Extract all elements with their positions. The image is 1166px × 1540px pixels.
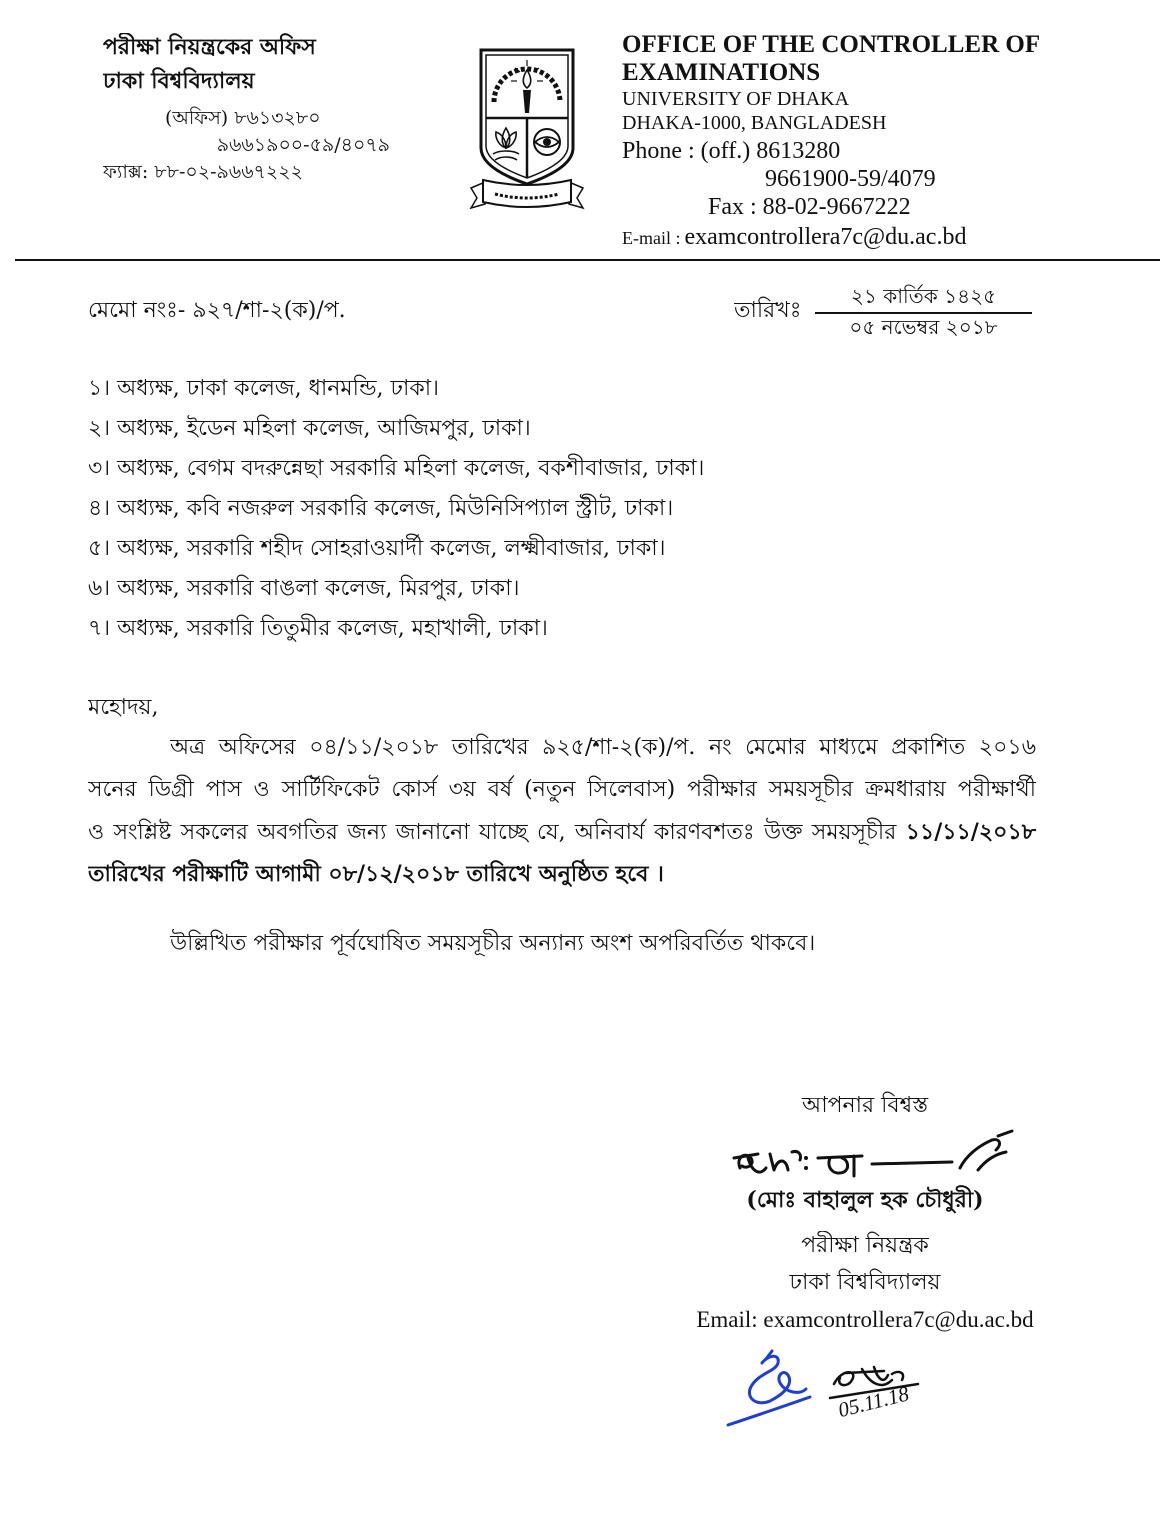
signatory-designation: পরীক্ষা নিয়ন্ত্রক <box>801 1233 929 1258</box>
paragraph-1-line-1: অত্র অফিসের ০৪/১১/২০১৮ তারিখের ৯২৫/শা-২(ক)/প. নং মেমোর মাধ্যমে প্রকাশিত ২০১৬ <box>170 735 1036 760</box>
recipient-item: ১। অধ্যক্ষ, ঢাকা কলেজ, ধানমন্ডি, ঢাকা। <box>88 376 439 401</box>
signatory-name: (মোঃ বাহালুল হক চৌধুরী) <box>746 1187 984 1213</box>
salutation: মহোদয়, <box>88 695 159 720</box>
recipient-item: ৭। অধ্যক্ষ, সরকারি তিতুমীর কলেজ, মহাখালী, ঢাকা। <box>88 616 548 641</box>
recipient-item: ২। অধ্যক্ষ, ইডেন মহিলা কলেজ, আজিমপুর, ঢাকা। <box>88 416 531 441</box>
letterhead-english-phone-pabx: 9661900-59/4079 <box>765 166 936 192</box>
recipient-item: ৩। অধ্যক্ষ, বেগম বদরুন্নেছা সরকারি মহিলা কলেজ, বকশীবাজার, ঢাকা। <box>88 456 705 481</box>
signature-closing: আপনার বিশ্বস্ত <box>801 1093 929 1118</box>
letterhead-email-label: E-mail : <box>622 228 681 248</box>
body-paragraph-2: উল্লিখিত পরীক্ষার পূর্বঘোষিত সময়সূচীর অন্যান্য অংশ অপরিবর্তিত থাকবে। <box>170 931 816 956</box>
paragraph-1-line-3 <box>88 811 1036 853</box>
letterhead-bangla-office-name: পরীক্ষা নিয়ন্ত্রকের অফিস <box>103 34 316 60</box>
letterhead-divider <box>15 259 1160 261</box>
signatory-institution: ঢাকা বিশ্ববিদ্যালয় <box>789 1270 941 1295</box>
letterhead-email-value: examcontrollera7c@du.ac.bd <box>684 224 967 250</box>
memo-number: মেমো নংঃ- ৯২৭/শা-২(ক)/প. <box>88 298 346 323</box>
blue-initial-icon <box>722 1345 817 1435</box>
letterhead-english-office-line-1: OFFICE OF THE CONTROLLER OF <box>622 31 1041 58</box>
letterhead-english-fax: Fax : 88-02-9667222 <box>708 194 911 220</box>
university-seal-icon <box>465 42 590 214</box>
letterhead-english-office-line-2: EXAMINATIONS <box>622 59 821 86</box>
memo-date-label: তারিখঃ <box>734 298 802 323</box>
recipient-item: ৫। অধ্যক্ষ, সরকারি শহীদ সোহরাওয়ার্দী কলেজ, লক্ষ্মীবাজার, ঢাকা। <box>88 536 666 561</box>
handwritten-signature-icon <box>730 1128 1015 1188</box>
letterhead-bangla-university: ঢাকা বিশ্ববিদ্যালয় <box>103 68 255 94</box>
recipient-item: ৬। অধ্যক্ষ, সরকারি বাঙলা কলেজ, মিরপুর, ঢাকা। <box>88 576 520 601</box>
handwritten-date: 05.11.18 <box>835 1381 912 1423</box>
paragraph-1-line-2: সনের ডিগ্রী পাস ও সার্টিফিকেট কোর্স ৩য় বর্ষ (নতুন সিলেবাস) পরীক্ষার সময়সূচীর ক্রমধারায় পরীক্ষার্থী <box>88 777 1036 802</box>
letterhead-english-address: DHAKA-1000, BANGLADESH <box>622 112 887 134</box>
paragraph-1-line-3-bold-date: ১১/১১/২০১৮ <box>905 819 1036 845</box>
letterhead-bangla-phone-pabx: ৯৬৬১৯০০-৫৯/৪০৭৯ <box>216 134 390 156</box>
paragraph-1-line-4: তারিখের পরীক্ষাটি আগামী ০৮/১২/২০১৮ তারিখে অনুষ্ঠিত হবে । <box>88 861 664 887</box>
signatory-email: Email: examcontrollera7c@du.ac.bd <box>696 1307 1034 1332</box>
body-paragraph-1 <box>88 727 1036 895</box>
letterhead-bangla-phone-office: (অফিস) ৮৬১৩২৮০ <box>165 107 321 129</box>
letterhead-english-phone: Phone : (off.) 8613280 <box>622 138 841 164</box>
paragraph-1-line-3-text: ও সংশ্লিষ্ট সকলের অবগতির জন্য জানানো যাচ্ছে যে, অনিবার্য কারণবশতঃ উক্ত সময়সূচীর <box>88 820 897 845</box>
memo-date-gregorian: ০৫ নভেম্বর ২০১৮ <box>849 315 998 339</box>
letterhead-bangla-fax: ফ্যাক্স: ৮৮-০২-৯৬৬৭২২২ <box>103 161 303 183</box>
letterhead-english-email <box>622 223 1152 254</box>
recipient-list <box>88 369 1088 649</box>
letterhead-english-university: UNIVERSITY OF DHAKA <box>622 88 850 110</box>
memo-date-bangla: ২১ কার্তিক ১৪২৫ <box>850 284 997 308</box>
recipient-item: ৪। অধ্যক্ষ, কবি নজরুল সরকারি কলেজ, মিউনিসিপ্যাল স্ট্রীট, ঢাকা। <box>88 496 674 521</box>
